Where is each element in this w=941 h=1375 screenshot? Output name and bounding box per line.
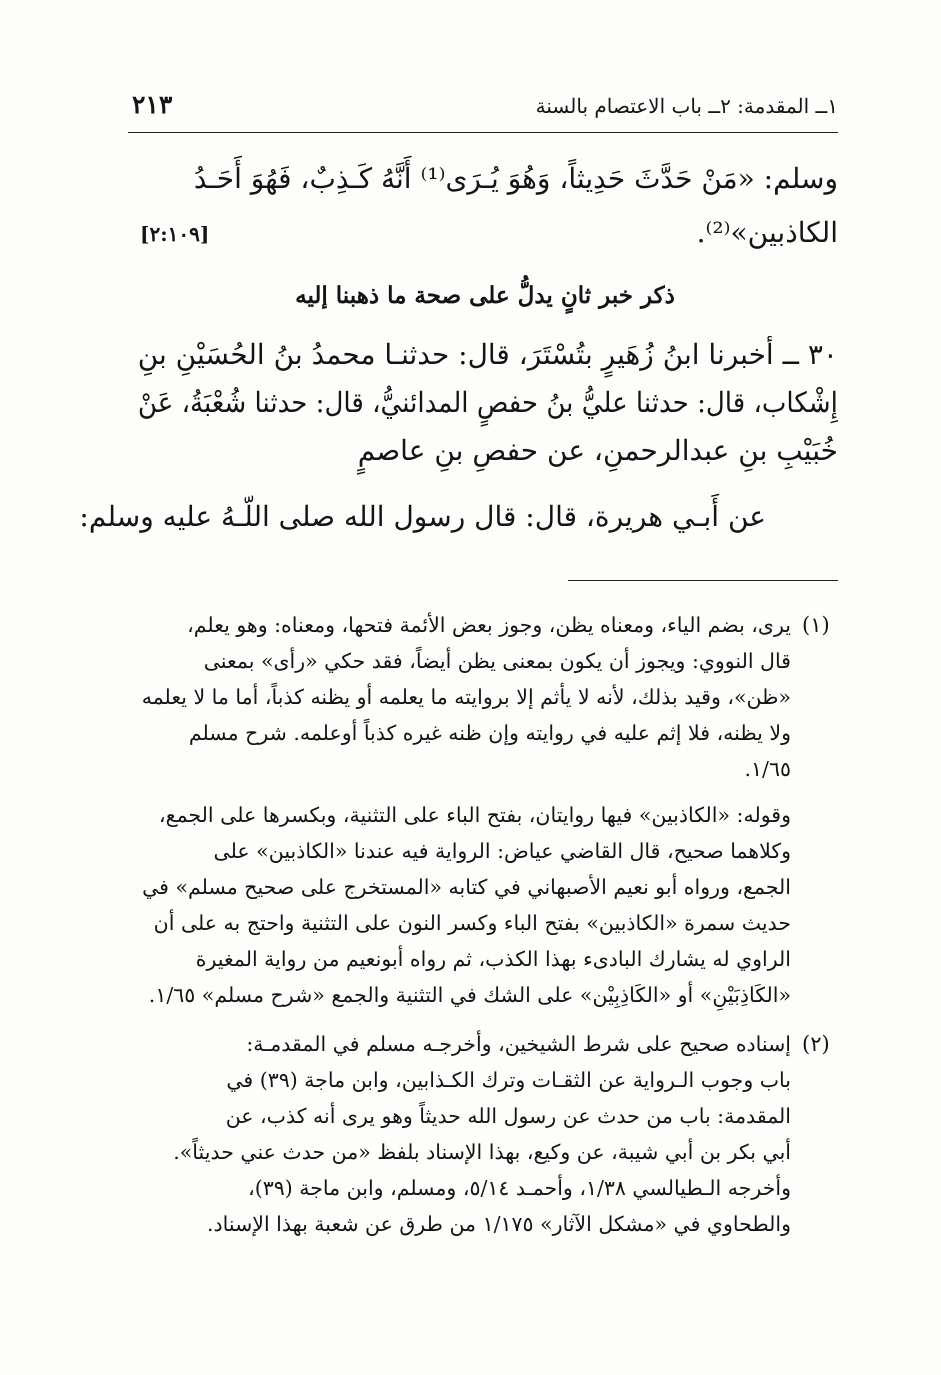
text-line: الكاذبين»⁽²⁾.: [696, 216, 838, 249]
footnote-number: (٢): [802, 1032, 830, 1056]
page-number: ٢١٣: [132, 90, 173, 119]
footnote-line: وكلاهما صحيح، قال القاضي عياض: الرواية فيه عندنا «الكاذبين» على: [213, 839, 791, 863]
footnote-line: «الكَاذِبَيْنِ» أو «الكَاذِبِيْن» على الشك في التثنية والجمع «شرح مسلم» ١/٦٥.: [148, 983, 791, 1007]
footnote-line: حديث سمرة «الكاذبين» بفتح الباء وكسر النون على التثنية واحتج به على أن: [153, 911, 791, 935]
footnote-line: الجمع، ورواه أبو نعيم الأصبهاني في كتابه «المستخرج على صحيح مسلم» في: [142, 875, 791, 899]
footnote-line: ولا يظنه، فلا إثم عليه في روايته وإن ظنه غيره كذباً أوعلمه. شرح مسلم: [188, 721, 791, 745]
header-divider: [128, 132, 838, 133]
footnote-line: وأخرجه الـطيالسي ١/٣٨، وأحمـد ٥/١٤، ومسلم، وابن ماجة (٣٩)،: [248, 1176, 791, 1200]
hadith-line: ٣٠ ــ أخبرنا ابنُ زُهَيرٍ بتُسْتَرَ، قال: حدثنـا محمدُ بنُ الحُسَيْنِ بنِ: [137, 338, 838, 371]
footnote-line: وقوله: «الكاذبين» فيها روايتان، بفتح الباء على التثنية، وبكسرها على الجمع،: [159, 803, 791, 827]
footnote-number: (١): [802, 613, 830, 637]
footnote-line: قال النووي: ويجوز أن يكون بمعنى يظن أيضاً، فقد حكي «رأى» بمعنى: [203, 649, 791, 673]
hadith-line: إِشْكاب، قال: حدثنا عليُّ بنُ حفصٍ المدائنيُّ، قال: حدثنا شُعْبَةُ، عَنْ: [138, 386, 838, 419]
footnote-divider: [568, 580, 838, 581]
footnote-line: ١/٦٥.: [744, 757, 791, 781]
footnote-line: الراوي له يشارك البادىء بهذا الكذب، ثم رواه أبونعيم من رواية المغيرة: [195, 947, 791, 971]
running-header: ١ــ المقدمة: ٢ــ باب الاعتصام بالسنة: [535, 94, 838, 118]
hadith-line: خُبَيْبِ بنِ عبدالرحمنِ، عن حفصِ بنِ عاصمٍ: [357, 434, 838, 467]
footnote-line: والطحاوي في «مشكل الآثار» ١/١٧٥ من طرق عن شعبة بهذا الإسناد.: [207, 1212, 791, 1236]
footnote-line: باب وجوب الـرواية عن الثقـات وترك الكـذابين، وابن ماجة (٣٩) في: [226, 1068, 791, 1092]
footnote-line: «ظن»، وقيد بذلك، لأنه لا يأثم إلا بروايته ما يعلمه أو يظنه كذباً، أما ما لا يعلمه: [141, 685, 791, 709]
hadith-line: عن أَبـي هريرة، قال: قال رسول الله صلى اللّـهُ عليه وسلم:: [79, 500, 766, 533]
reference-marker: [٢:١٠٩]: [140, 222, 210, 246]
text-line: وسلم: «مَنْ حَدَّثَ حَدِيثاً، وَهُوَ يُـرَى⁽¹⁾ أَنَّهُ كَـذِبٌ، فَهُوَ أَحَـدُ: [193, 162, 838, 195]
section-heading: ذكر خبر ثانٍ يدلُّ على صحة ما ذهبنا إليه: [295, 282, 675, 309]
footnote-line: إسناده صحيح على شرط الشيخين، وأخرجـه مسلم في المقدمـة:: [246, 1032, 791, 1056]
footnote-line: يرى، بضم الياء، ومعناه يظن، وجوز بعض الأئمة فتحها، ومعناه: وهو يعلم،: [187, 613, 791, 637]
footnote-line: المقدمة: باب من حدث عن رسول الله حديثاً وهو يرى أنه كذب، عن: [225, 1104, 791, 1128]
footnote-line: أبي بكر بن أبي شيبة، عن وكيع، بهذا الإسناد بلفظ «من حدث عني حديثاً».: [173, 1140, 791, 1164]
